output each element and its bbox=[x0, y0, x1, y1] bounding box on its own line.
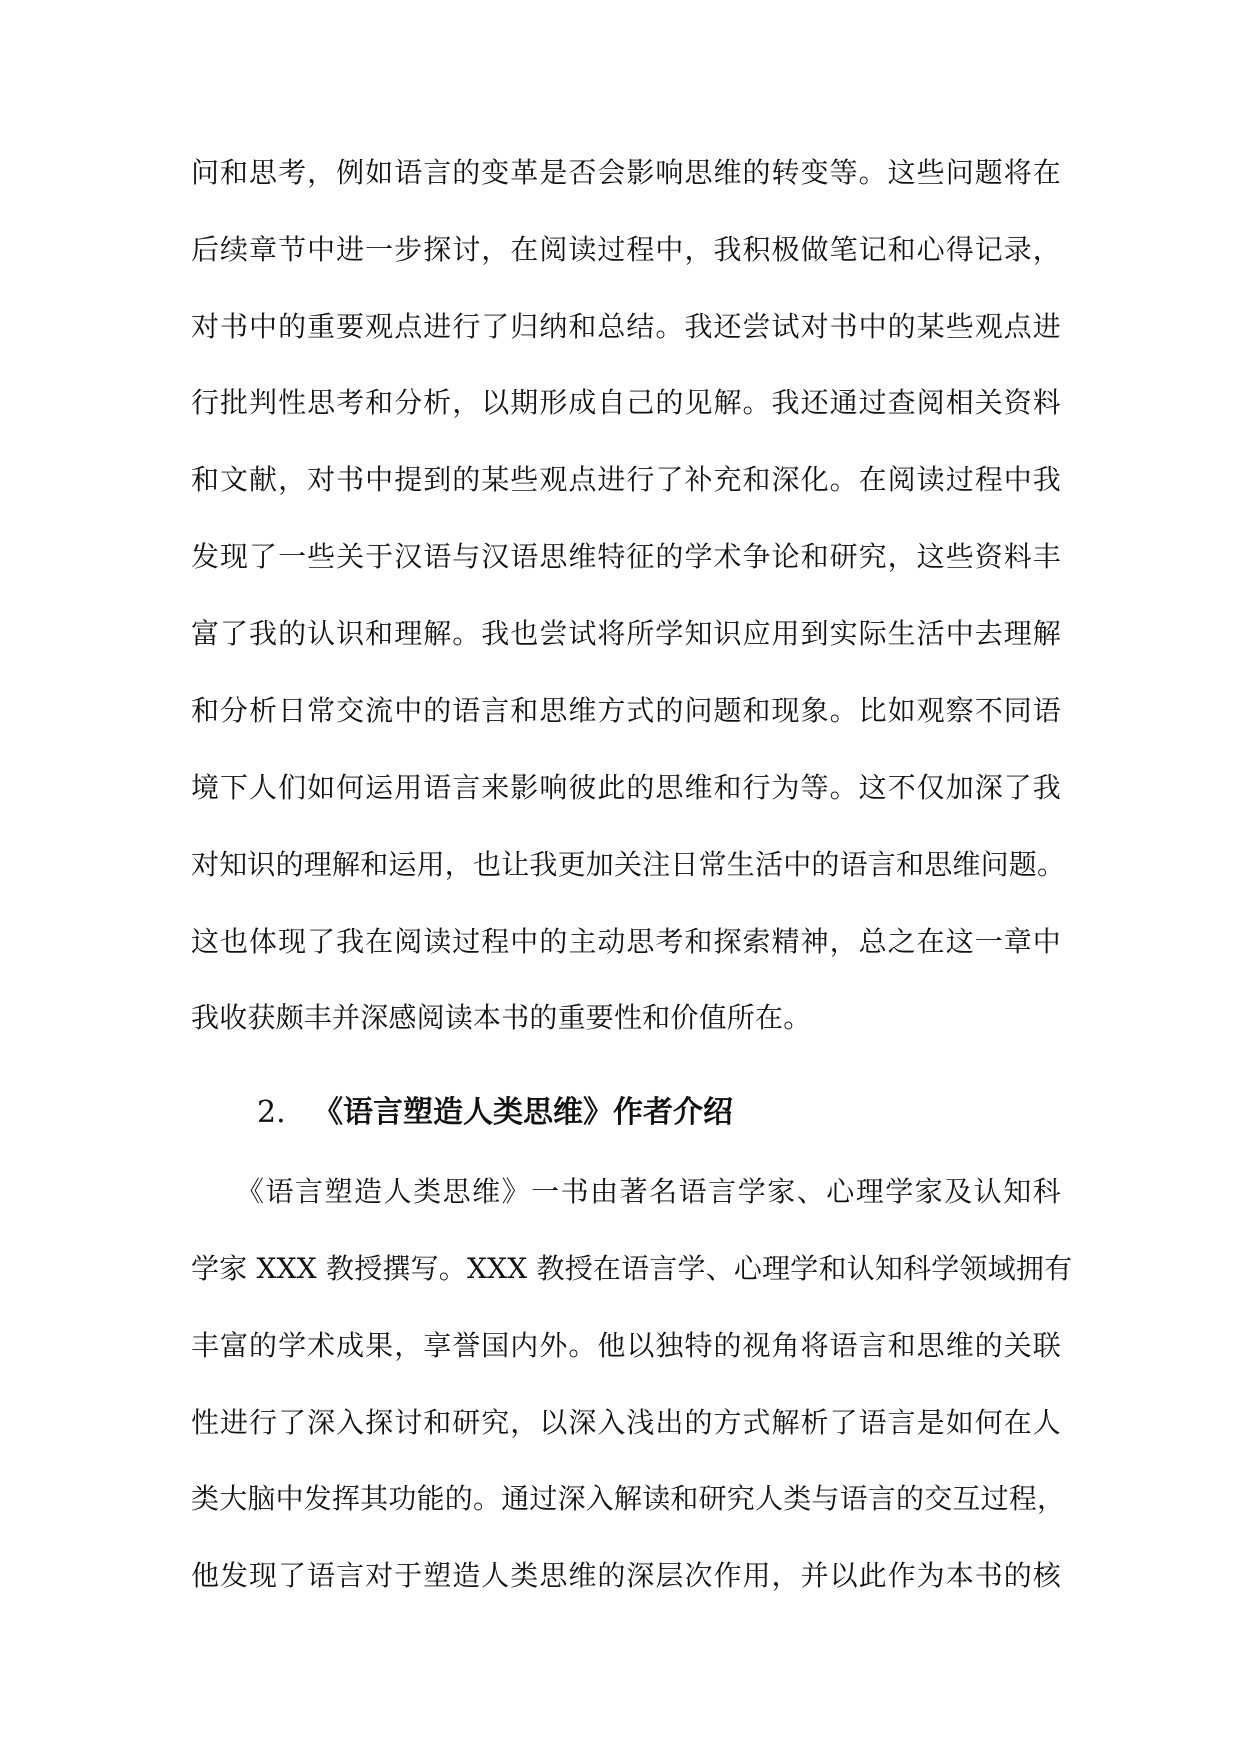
text-line: 后续章节中进一步探讨，在阅读过程中，我积极做笔记和心得记录， bbox=[191, 233, 1061, 266]
text-line: 我收获颇丰并深感阅读本书的重要性和价值所在。 bbox=[191, 1001, 812, 1034]
text-line: 对知识的理解和运用，也让我更加关注日常生活中的语言和思维问题。 bbox=[191, 848, 1066, 881]
text-line: 行批判性思考和分析，以期形成自己的见解。我还通过查阅相关资料 bbox=[191, 386, 1061, 419]
section-heading bbox=[257, 1090, 733, 1136]
text-line: 发现了一些关于汉语与汉语思维特征的学术争论和研究，这些资料丰 bbox=[191, 540, 1061, 573]
section-number: 2. bbox=[257, 1095, 286, 1130]
text-line: 富了我的认识和理解。我也尝试将所学知识应用到实际生活中去理解 bbox=[191, 617, 1061, 650]
text-line: 和分析日常交流中的语言和思维方式的问题和现象。比如观察不同语 bbox=[191, 694, 1061, 727]
section-title: 《语言塑造人类思维》作者介绍 bbox=[313, 1095, 733, 1130]
text-line: 丰富的学术成果，享誉国内外。他以独特的视角将语言和思维的关联 bbox=[191, 1329, 1061, 1362]
text-line: 这也体现了我在阅读过程中的主动思考和探索精神，总之在这一章中 bbox=[191, 925, 1061, 958]
text-line: 对书中的重要观点进行了归纳和总结。我还尝试对书中的某些观点进 bbox=[191, 310, 1061, 343]
text-line: 学家 XXX 教授撰写。XXX 教授在语言学、心理学和认知科学领域拥有 bbox=[191, 1252, 1073, 1285]
text-line: 类大脑中发挥其功能的。通过深入解读和研究人类与语言的交互过程， bbox=[191, 1482, 1066, 1515]
text-line: 和文献，对书中提到的某些观点进行了补充和深化。在阅读过程中我 bbox=[191, 463, 1061, 496]
text-line: 《语言塑造人类思维》一书由著名语言学家、心理学家及认知科 bbox=[191, 1175, 1061, 1208]
text-line: 境下人们如何运用语言来影响彼此的思维和行为等。这不仅加深了我 bbox=[191, 771, 1061, 804]
text-line: 问和思考，例如语言的变革是否会影响思维的转变等。这些问题将在 bbox=[191, 156, 1061, 189]
text-line: 他发现了语言对于塑造人类思维的深层次作用，并以此作为本书的核 bbox=[191, 1559, 1061, 1592]
text-line: 性进行了深入探讨和研究，以深入浅出的方式解析了语言是如何在人 bbox=[191, 1406, 1061, 1439]
